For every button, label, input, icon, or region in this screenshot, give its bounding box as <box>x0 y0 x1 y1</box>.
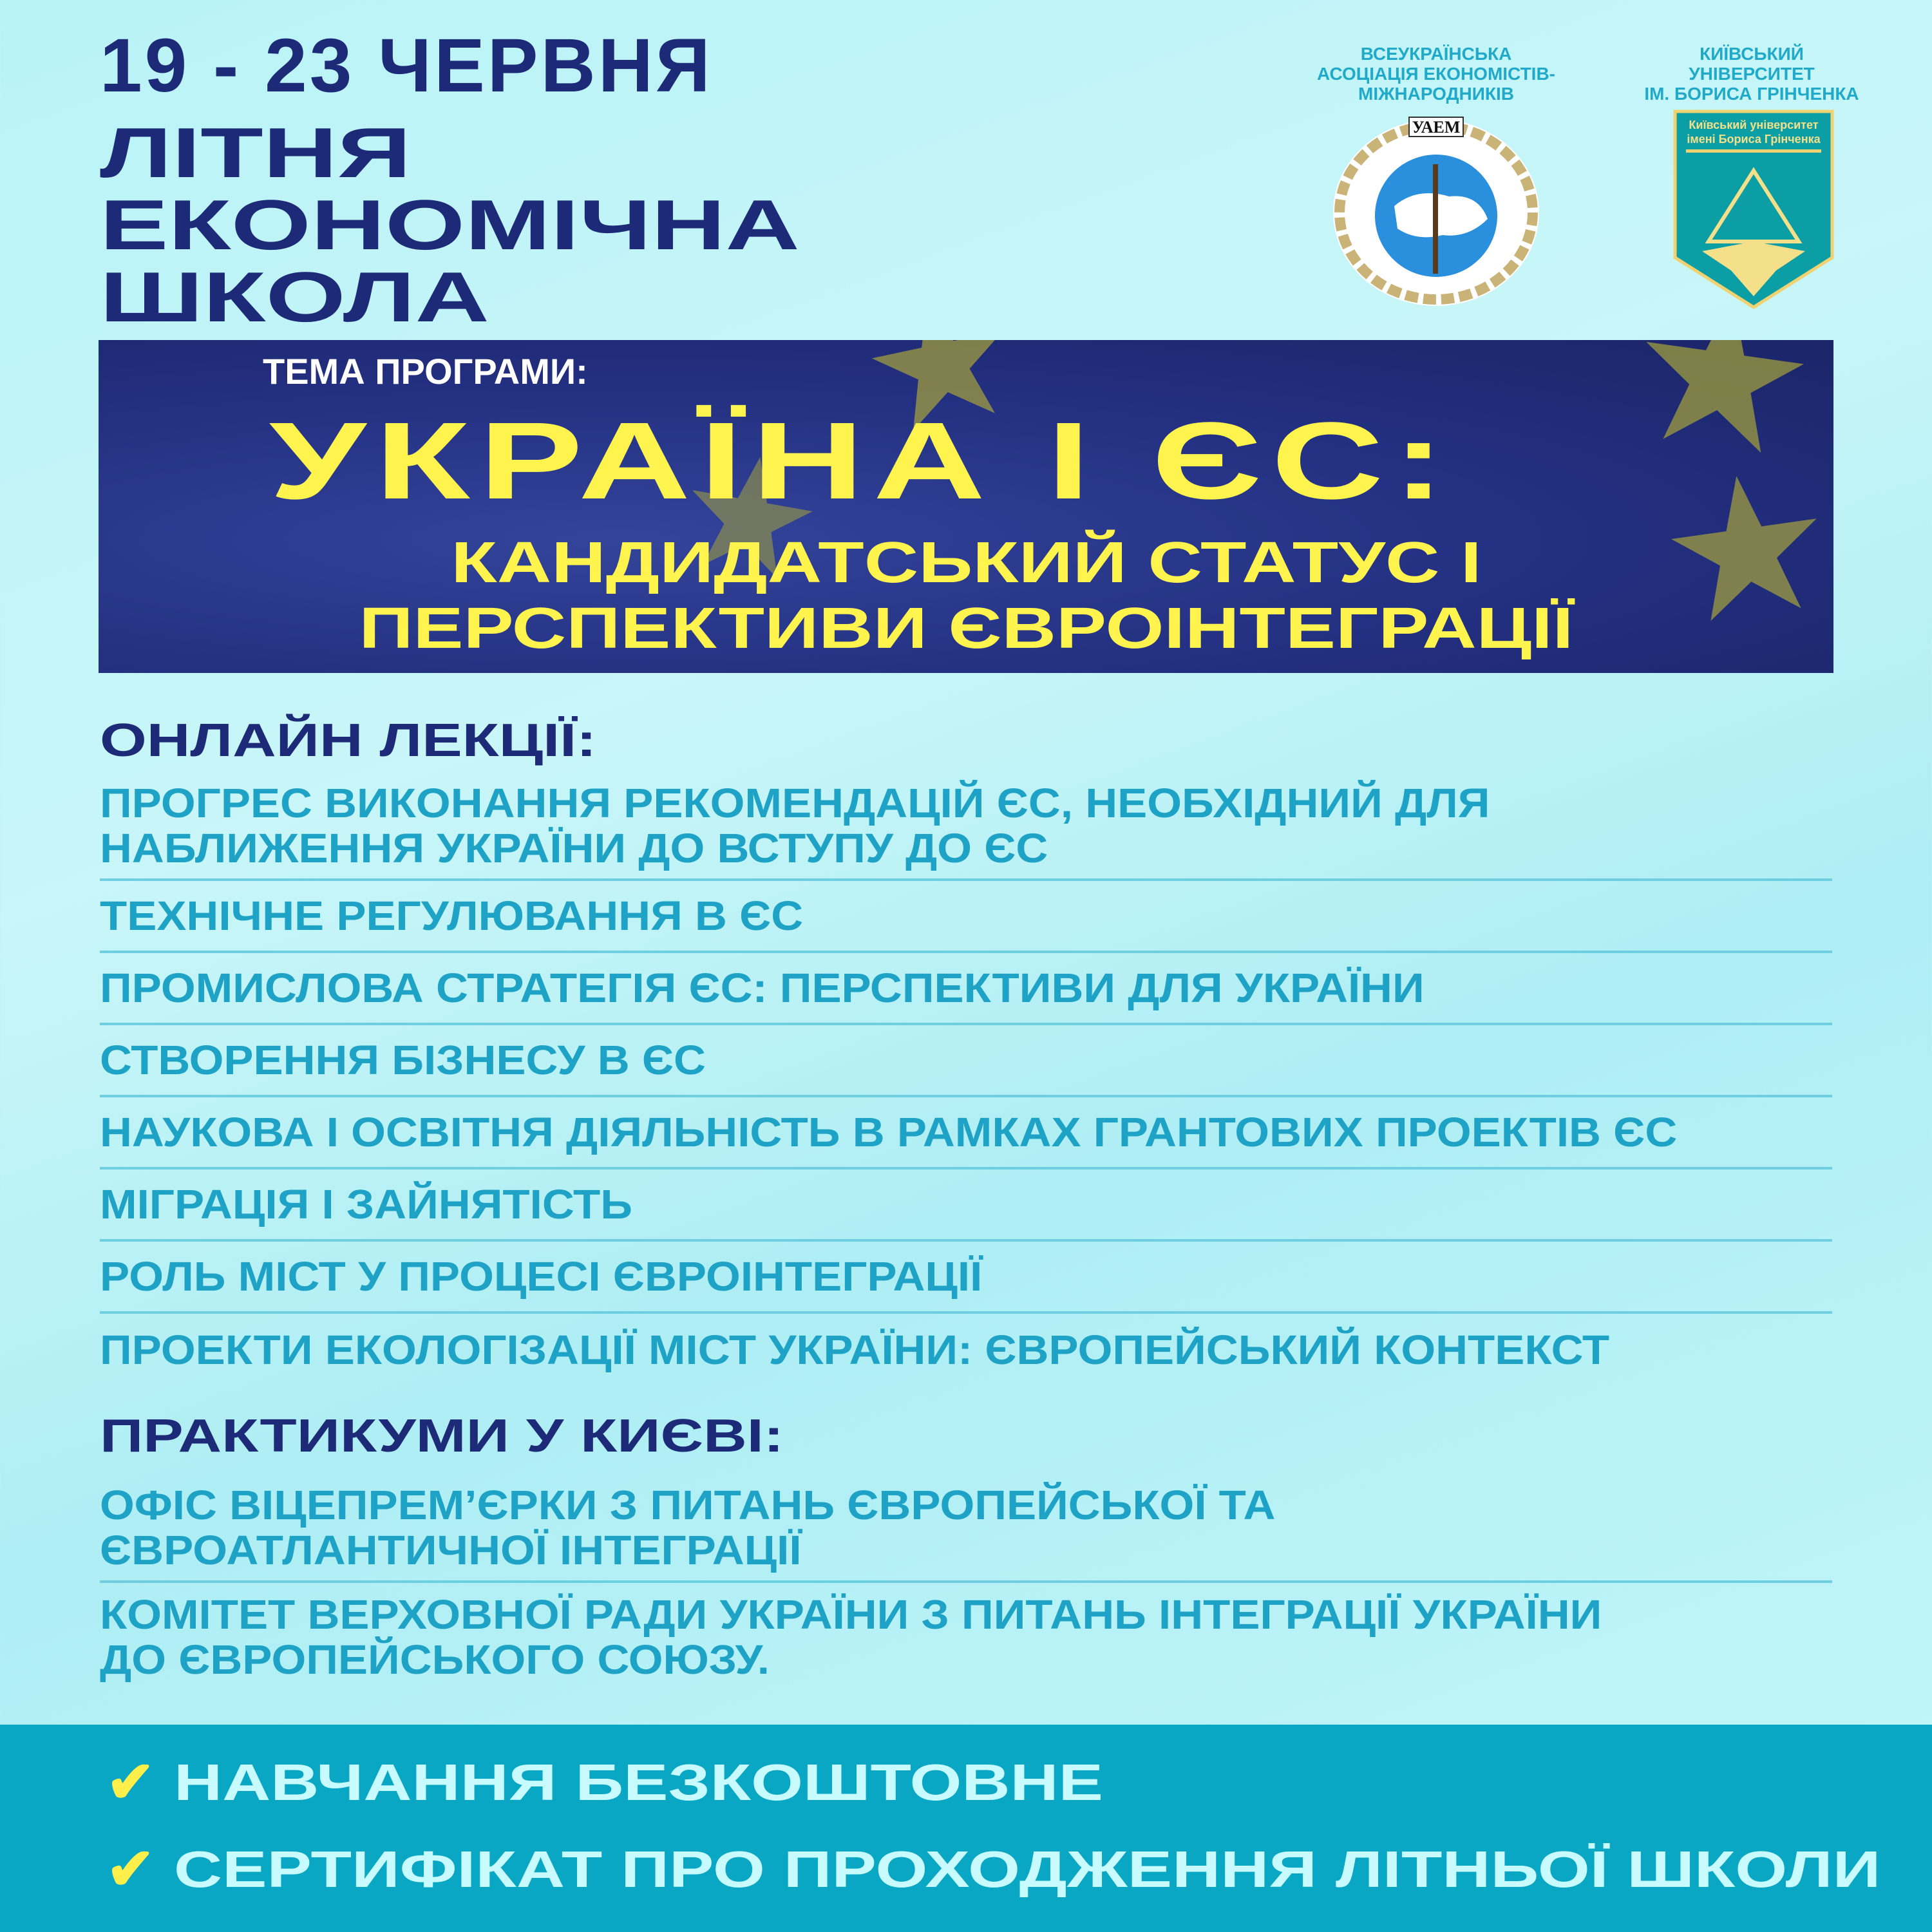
svg-text:імені Бориса Грінченка: імені Бориса Грінченка <box>1687 133 1821 146</box>
list-item <box>100 1314 1832 1386</box>
lectures-heading <box>100 715 597 766</box>
title-line: ЕКОНОМІЧНА <box>100 185 800 265</box>
event-dates: 19 - 23 ЧЕРВНЯ <box>100 23 713 108</box>
list-item <box>100 1583 1832 1691</box>
list-item-text: ЄВРОАТЛАНТИЧНОЇ ІНТЕГРАЦІЇ <box>100 1527 802 1573</box>
list-item-text: РОЛЬ МІСТ У ПРОЦЕСІ ЄВРОІНТЕГРАЦІЇ <box>100 1253 983 1300</box>
theme-subtitle <box>99 530 1833 661</box>
list-item-text: ДО ЄВРОПЕЙСЬКОГО СОЮЗУ. <box>100 1636 770 1683</box>
benefits-footer <box>0 1725 1932 1932</box>
benefit-item <box>106 1750 1104 1815</box>
benefit-item <box>106 1837 1881 1902</box>
list-item <box>100 1242 1832 1314</box>
partner-uaem-name <box>1294 44 1578 104</box>
uaem-logo-text: УАЕМ <box>1412 118 1461 137</box>
list-item <box>100 1475 1832 1583</box>
checkmark-icon: ✔ <box>106 1750 155 1815</box>
title-line: ШКОЛА <box>100 258 489 337</box>
title-line: ЛІТНЯ <box>100 113 412 193</box>
svg-text:Київський університет: Київський університет <box>1689 118 1819 131</box>
partner-name-line: УНІВЕРСИТЕТ <box>1689 64 1815 84</box>
partner-name-line: АСОЦІАЦІЯ ЕКОНОМІСТІВ- <box>1316 64 1555 84</box>
lectures-heading-text: ОНЛАЙН ЛЕКЦІЇ: <box>100 715 597 766</box>
list-item-text: ПРОГРЕС ВИКОНАННЯ РЕКОМЕНДАЦІЙ ЄС, НЕОБХІДНИЙ ДЛЯ <box>100 780 1490 826</box>
list-item-text: ОФІС ВІЦЕПРЕМ’ЄРКИ З ПИТАНЬ ЄВРОПЕЙСЬКОЇ ТА <box>100 1482 1276 1528</box>
list-item-text: МІГРАЦІЯ І ЗАЙНЯТІСТЬ <box>100 1181 632 1227</box>
theme-title <box>269 400 1454 522</box>
program-theme-banner <box>99 340 1833 673</box>
eu-star-icon <box>1633 340 1812 457</box>
partner-name-line: ВСЕУКРАЇНСЬКА <box>1360 44 1512 64</box>
subtitle-line: ПЕРСПЕКТИВИ ЄВРОІНТЕГРАЦІЇ <box>359 596 1573 661</box>
list-item <box>100 953 1832 1025</box>
list-item <box>100 1170 1832 1242</box>
list-item-text: НАУКОВА І ОСВІТНЯ ДІЯЛЬНІСТЬ В РАМКАХ ГРАНТОВИХ ПРОЕКТІВ ЄС <box>100 1109 1678 1155</box>
lectures-list <box>100 773 1832 1386</box>
list-item <box>100 1097 1832 1170</box>
university-shield-logo <box>1673 109 1834 309</box>
list-item-text: ПРОМИСЛОВА СТРАТЕГІЯ ЄС: ПЕРСПЕКТИВИ ДЛЯ УКРАЇНИ <box>100 965 1425 1011</box>
list-item-text: СТВОРЕННЯ БІЗНЕСУ В ЄС <box>100 1037 706 1083</box>
uaem-logo <box>1327 109 1546 309</box>
theme-title-text: УКРАЇНА І ЄС: <box>269 400 1454 522</box>
list-item-text: ПРОЕКТИ ЕКОЛОГІЗАЦІЇ МІСТ УКРАЇНИ: ЄВРОПЕЙСЬКИЙ КОНТЕКСТ <box>100 1327 1610 1373</box>
partner-university-name <box>1623 44 1880 104</box>
list-item-text: КОМІТЕТ ВЕРХОВНОЇ РАДИ УКРАЇНИ З ПИТАНЬ ІНТЕГРАЦІЇ УКРАЇНИ <box>100 1591 1602 1638</box>
partner-name-line: КИЇВСЬКИЙ <box>1700 44 1804 64</box>
practicums-heading-text: ПРАКТИКУМИ У КИЄВІ: <box>100 1410 784 1462</box>
subtitle-line: КАНДИДАТСЬКИЙ СТАТУС І <box>450 531 1482 595</box>
list-item <box>100 881 1832 953</box>
checkmark-icon: ✔ <box>106 1837 155 1902</box>
partner-name-line: ІМ. БОРИСА ГРІНЧЕНКА <box>1644 84 1859 104</box>
practicums-heading <box>100 1410 784 1462</box>
list-item-text: ТЕХНІЧНЕ РЕГУЛЮВАННЯ В ЄС <box>100 893 804 939</box>
practicums-list <box>100 1475 1832 1691</box>
list-item-text: НАБЛИЖЕННЯ УКРАЇНИ ДО ВСТУПУ ДО ЄС <box>100 825 1048 871</box>
list-item <box>100 773 1832 881</box>
event-title <box>100 113 800 337</box>
theme-label: ТЕМА ПРОГРАМИ: <box>263 351 588 392</box>
benefit-text: НАВЧАННЯ БЕЗКОШТОВНЕ <box>174 1754 1104 1811</box>
partner-name-line: МІЖНАРОДНИКІВ <box>1358 84 1514 104</box>
list-item <box>100 1025 1832 1097</box>
benefit-text: СЕРТИФІКАТ ПРО ПРОХОДЖЕННЯ ЛІТНЬОЇ ШКОЛИ <box>174 1841 1881 1898</box>
